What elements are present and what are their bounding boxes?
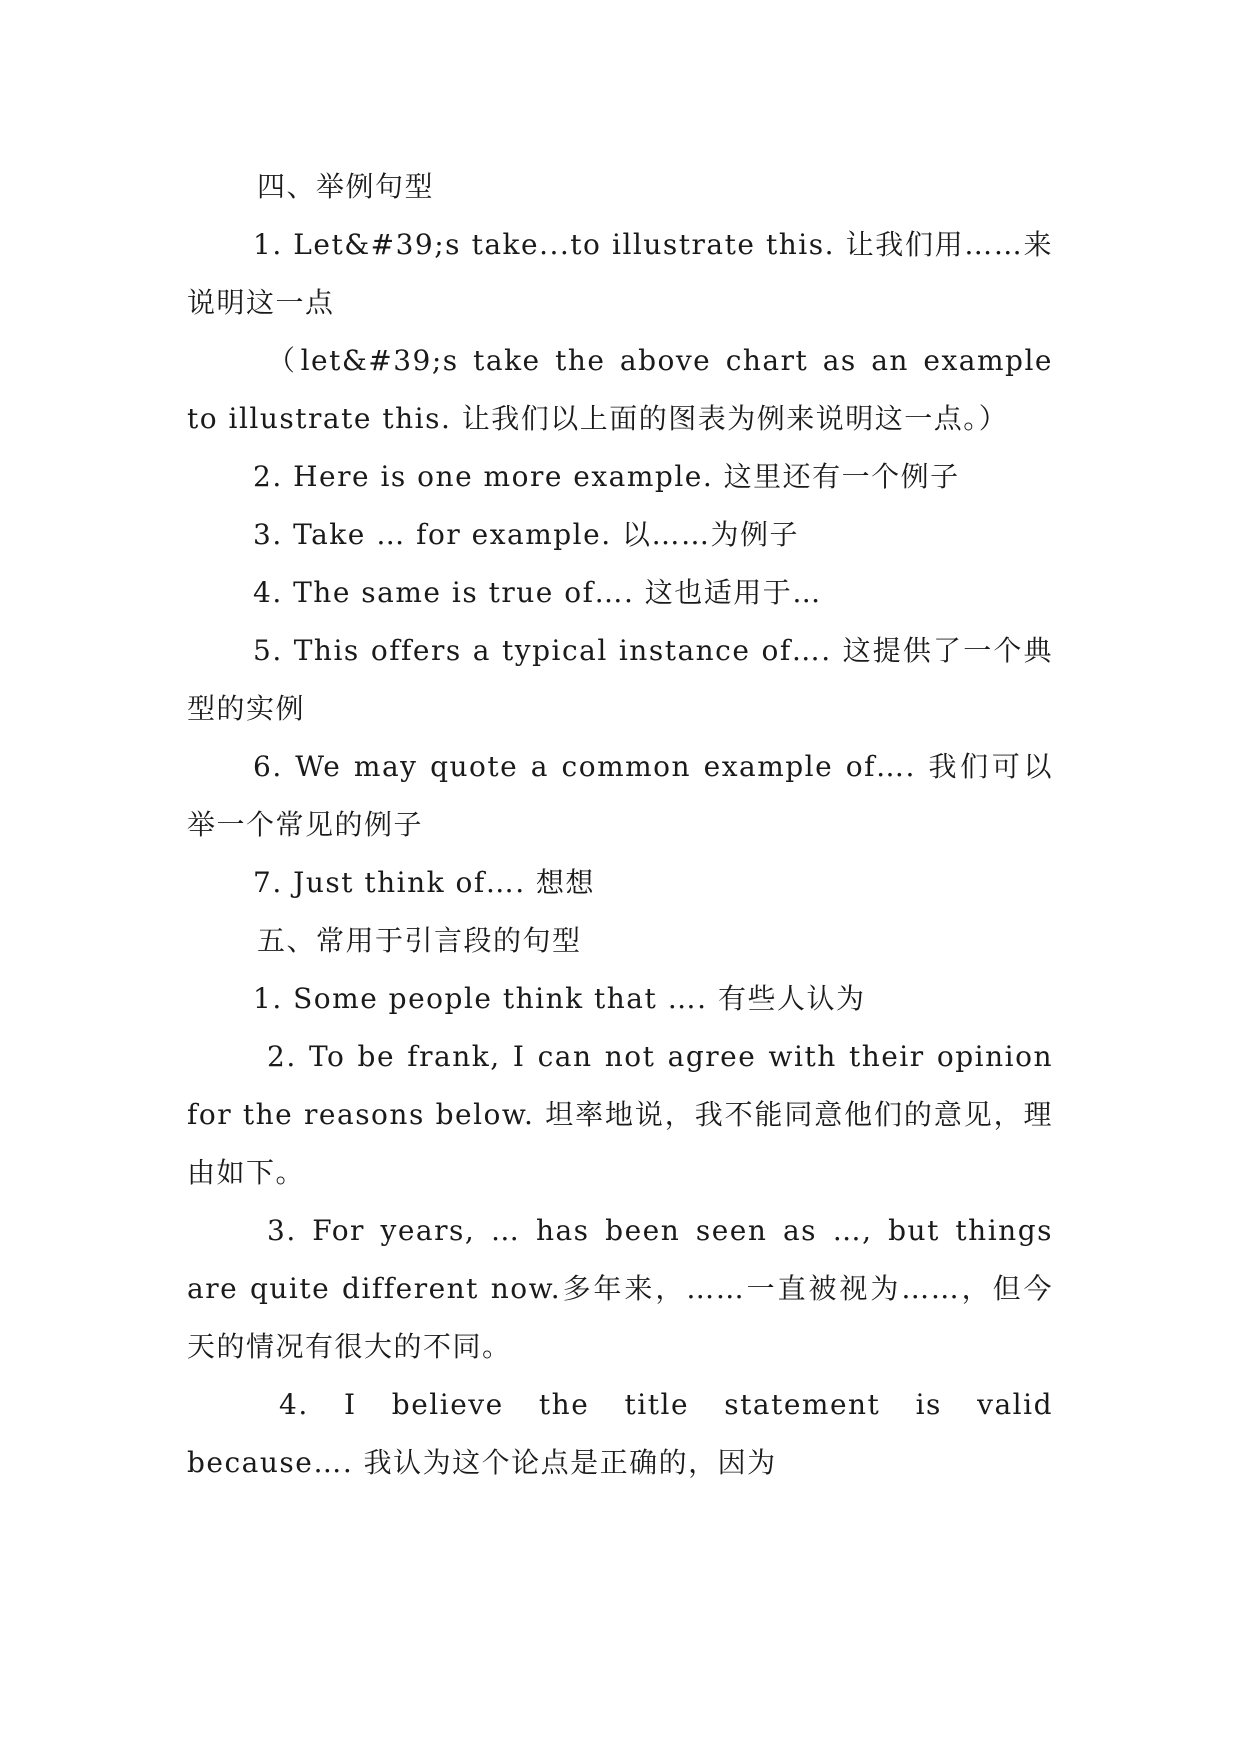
section-heading-examples: 四、举例句型 [257,170,435,203]
intro-item-4: 4. I believe the title statement is valid because…. 我认为这个论点是正确的，因为 [187,1388,1053,1479]
example-item-3: 3. Take … for example. 以……为例子 [253,518,800,551]
intro-item-2: 2. To be frank, I can not agree with their opinion for the reasons below. 坦率地说，我不能同意他们的意见，理由如下。 [187,1040,1053,1189]
example-item-4: 4. The same is true of…. 这也适用于… [253,576,822,609]
example-item-5: 5. This offers a typical instance of…. 这提供了一个典型的实例 [187,634,1053,725]
document-body [187,158,1053,1492]
example-item-1: 1. Let&#39;s take...to illustrate this. 让我们用……来说明这一点 [187,228,1053,319]
intro-item-1: 1. Some people think that …. 有些人认为 [253,982,866,1015]
example-item-1-sample: （let&#39;s take the above chart as an example to illustrate this. 让我们以上面的图表为例来说明这一点。） [187,344,1053,435]
example-item-2: 2. Here is one more example. 这里还有一个例子 [253,460,960,493]
section-heading-introduction: 五、常用于引言段的句型 [257,924,582,957]
example-item-7: 7. Just think of…. 想想 [253,866,596,899]
intro-item-3: 3. For years, … has been seen as …, but things are quite different now.多年来，……一直被视为……，但今天的情况有很大的不同。 [187,1214,1053,1363]
example-item-6: 6. We may quote a common example of…. 我们可以举一个常见的例子 [187,750,1053,841]
